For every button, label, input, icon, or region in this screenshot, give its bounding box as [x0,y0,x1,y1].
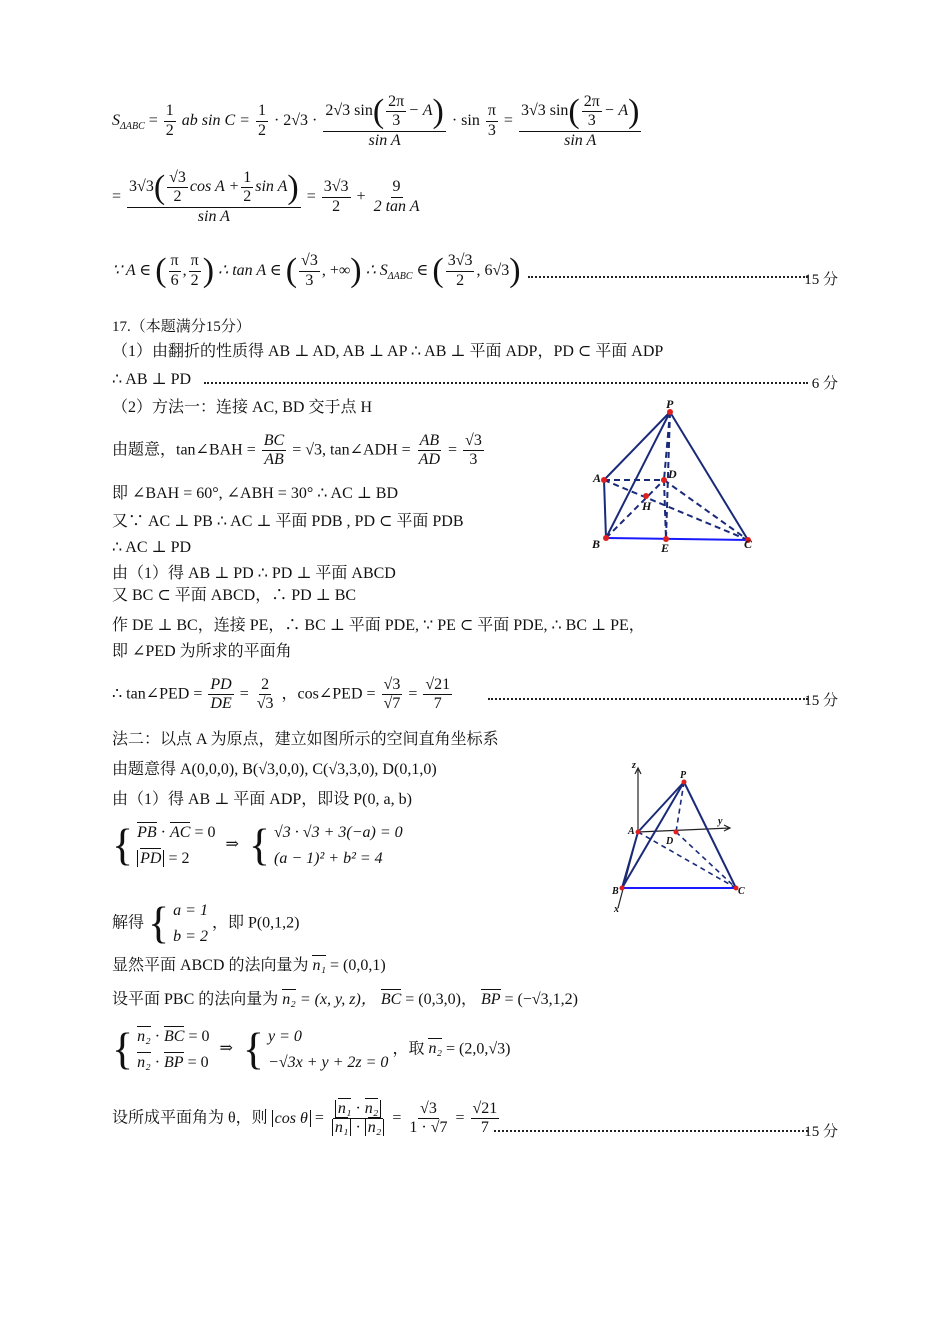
dot-leader [204,382,808,384]
q17-ac-pd-line: ∴ AC ⊥ PD [112,539,192,556]
q17-angle-line: 即 ∠BAH = 60°, ∠ABH = 30° ∴ AC ⊥ BD [112,485,399,502]
q17-set-p-line: 由（1）得 AB ⊥ 平面 ADP，即设 P(0, a, b) [112,791,412,808]
score-label: 6 分 [811,376,838,392]
edge-pc [670,412,748,540]
q17-part1-conclusion: ∴ AB ⊥ PD [112,371,192,388]
q17-tan-line: 由题意，tan∠BAH = $\frac{BC}{AB}$ = √3, tan∠ADH = $\frac{AB}{AD}$ = $\frac{√3}{3}$ [112,432,482,469]
label-b: B [612,886,619,897]
edge-pa [604,412,670,480]
q17-normal-abcd-line: 显然平面 ABCD 的法向量为 n₁ = (0,0,1) [112,957,386,974]
q17-tan-cos-line: ∴ tan∠PED = $\frac{PD}{DE}$ = $\frac{2}{√3}$ ，cos∠PED = $\frac{√3}{√7}$ = $\frac{√21}{7}$ [112,676,451,713]
label-d: D [668,467,677,481]
q17-system-2: { n₂ · BC = 0 n₂ · BP = 0 ⇒ { y = 0 −√3x + y + 2z = 0 ，取 n₂ = (2,0,√3) [112,1024,511,1074]
label-d: D [666,836,674,847]
label-y: y [718,816,723,827]
edge-ab [622,832,638,888]
point-b [603,535,609,541]
edge-pb [606,412,670,538]
axis-y [638,828,730,832]
edge-bc [606,538,748,540]
q17-plane-angle-line: 即 ∠PED 为所求的平面角 [112,643,292,660]
point-d [661,477,667,483]
q17-part1-line: （1）由翻折的性质得 AB ⊥ AD, AB ⊥ AP ∴ AB ⊥ 平面 ADP，PD ⊂ 平面 ADP [112,343,664,360]
dot-leader [528,276,808,278]
point-a [601,477,607,483]
area-formula-line-2: = 3√3( $\frac{√3}{2}$ cos A + $\frac{1}{2}$ sin A) sin A = $\frac{3√3}{2}$ + $\frac{9}{\text{2 tan A}}$ [112,168,420,226]
question-17-title: 17.（本题满分15分） [112,319,251,335]
point-a [636,830,641,835]
label-x: x [614,904,619,915]
label-a: A [628,826,635,837]
score-label: 15 分 [804,272,838,288]
edge-pa [638,782,684,832]
label-c: C [738,886,745,897]
q17-method2-intro: 法二：以点 A 为原点，建立如图所示的空间直角坐标系 [112,731,499,748]
label-h: H [642,499,652,513]
label-e: E [661,541,670,555]
label-a: A [593,471,602,485]
q17-pd-bc-line: 又 BC ⊂ 平面 ABCD，∴ PD ⊥ BC [112,587,357,604]
score-label: 15 分 [804,693,838,709]
pyramid-figure-1 [586,396,758,556]
q17-pd-plane-line: 由（1）得 AB ⊥ PD ∴ PD ⊥ 平面 ABCD [112,565,396,582]
range-line: ∵ A ∈ ( $\frac{\pi}{6}$ , $\frac{\pi}{2}$ ) ∴ tan A ∈ ( $\frac{√3}{3}$ , +∞) ∴ $S_{\Delta ABC}$ ∈ ( $\frac{3√3}{2}$ , 6√3) [112,252,521,289]
point-d [674,830,679,835]
q17-de-line: 作 DE ⊥ BC，连接 PE，∴ BC ⊥ 平面 PDE, ∵ PE ⊂ 平面 PDE, ∴ BC ⊥ PE， [112,617,645,634]
q17-method1-intro: （2）方法一：连接 AC, BD 交于点 H [112,399,373,416]
edge-ab [604,480,606,538]
label-p: P [680,770,687,781]
point-b [620,886,625,891]
q17-solution-line: 解得 { a = 1 b = 2 ，即 P(0,1,2) [112,898,300,948]
label-z: z [632,760,636,771]
label-b: B [592,537,601,551]
q17-coordinates-line: 由题意得 A(0,0,0), B(√3,0,0), C(√3,3,0), D(0,1,0) [112,761,437,778]
dot-leader [488,698,808,700]
edge-bd [606,480,664,538]
coordinate-figure-2 [608,758,758,916]
q17-perp-line: 又∵ AC ⊥ PB ∴ AC ⊥ 平面 PDB , PD ⊂ 平面 PDB [112,513,464,530]
label-p: P [666,397,674,411]
edge-de [664,480,666,539]
edge-dc [676,832,736,888]
area-formula-line-1: $S_{\Delta ABC}$ = $\frac{1}{2}$ ab sin C = $\frac{1}{2}$ · 2√3 · 2√3 sin( $\frac{2\pi}{3}$ − A) sin A · sin $\frac{\pi}{3}$ = 3√3 sin( $\frac{2\pi}{3}$ − A) sin A [112,92,640,150]
q17-cos-line: 设所成平面角为 θ，则 cos θ = $\frac{\text{n₁ · n₂}}{\text{n₁ · n₂}}$ = $\frac{√3}{1 \cdot √7}$ = $\frac{√21}{7}$ [112,1100,498,1137]
score-label: 15 分 [804,1124,838,1140]
dot-leader [494,1130,808,1132]
q17-system-1: { PB · AC = 0 PD = 2 ⇒ { √3 · √3 + 3(−a) = 0 (a − 1)² + b² = 4 [112,820,403,870]
q17-normal-pbc-line: 设平面 PBC 的法向量为 n₂ = (x, y, z)， BC = (0,3,0)， BP = (−√3,1,2) [112,991,578,1008]
edge-dc [664,480,748,540]
label-c: C [744,537,753,551]
edge-pc [684,782,736,888]
